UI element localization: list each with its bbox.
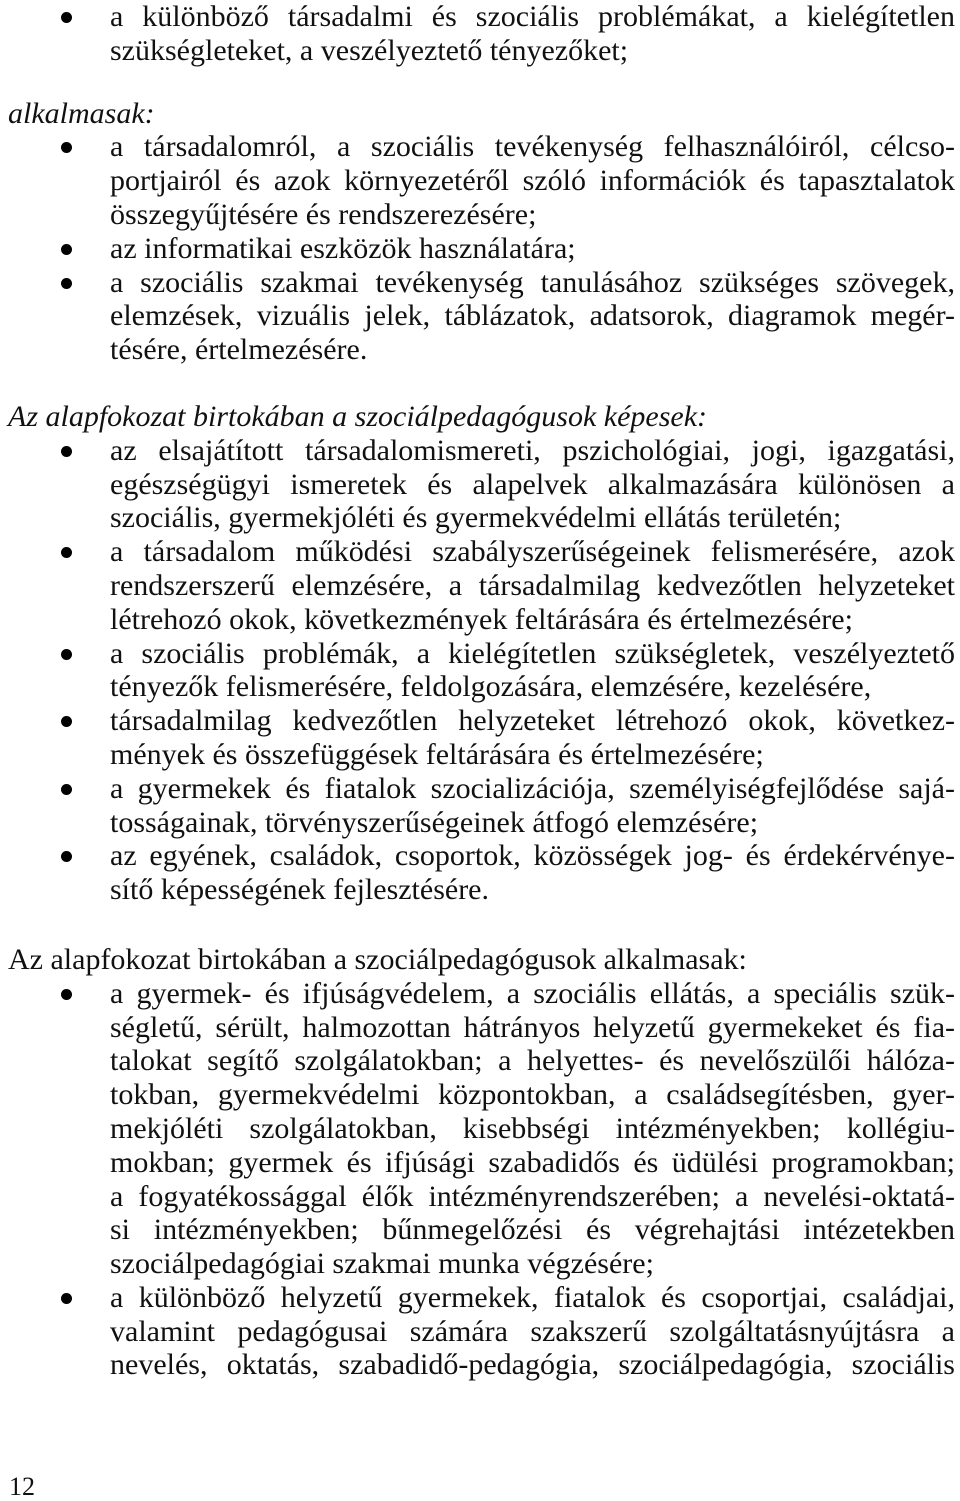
list-item-line: a szociális problémák, a kielégítetlen szükségletek, veszélyeztető <box>110 636 955 670</box>
section-heading: Az alapfokozat birtokában a szociálpedagógusok képesek: <box>8 399 708 433</box>
list-item-line: egészségügyi ismeretek és alapelvek alkalmazására különösen a <box>110 467 955 501</box>
list-item <box>110 0 955 68</box>
bullet-icon <box>61 547 72 558</box>
list-item-line: az elsajátított társadalomismereti, pszichológiai, jogi, igazgatási, <box>110 433 955 467</box>
list-item-line: a szociális szakmai tevékenység tanulásához szükséges szövegek, <box>110 265 955 299</box>
list-item-line: tokban, gyermekvédelmi központokban, a családsegítésben, gyer- <box>110 1078 955 1112</box>
list-item <box>110 266 955 367</box>
list-item-line: a különböző helyzetű gyermekek, fiatalok és csoportjai, családjai, <box>110 1280 955 1314</box>
list-item-line: talokat segítő szolgálatokban; a helyettes- és nevelőszülői hálóza- <box>110 1044 955 1078</box>
continued-list <box>110 0 955 68</box>
bullet-icon <box>61 1293 72 1304</box>
list-item-line: az egyének, családok, csoportok, közösségek jog- és érdekérvénye- <box>110 839 955 873</box>
list-item <box>110 130 955 231</box>
bullet-icon <box>61 278 72 289</box>
list-item <box>110 977 955 1281</box>
section-heading: Az alapfokozat birtokában a szociálpedagógusok alkalmasak: <box>8 942 747 976</box>
list-item-line: társadalmilag kedvezőtlen helyzeteket létrehozó okok, következ- <box>110 704 955 738</box>
bullet-icon <box>61 784 72 795</box>
section-alkalmasak-2 <box>8 942 955 1382</box>
list-item <box>110 434 955 535</box>
list-item <box>110 839 955 907</box>
bullet-icon <box>61 142 72 153</box>
list-item-line: mekjóléti szolgálatokban, kisebbségi intézményekben; kollégiu- <box>110 1111 955 1145</box>
list-item-line: összegyűjtésére és rendszerezésére; <box>110 197 537 231</box>
list-item-line: valamint pedagógusai számára szakszerű szolgáltatásnyújtásra a <box>110 1314 955 1348</box>
list-item-line: mokban; gyermek és ifjúsági szabadidős és üdülési programokban; <box>110 1145 955 1179</box>
list-item-line: a gyermek- és ifjúságvédelem, a szociális ellátás, a speciális szük- <box>110 976 955 1010</box>
bullet-icon <box>61 716 72 727</box>
section-heading: alkalmasak: <box>8 96 155 130</box>
bullet-icon <box>61 12 72 23</box>
list-item-line: mények és összefüggések feltárására és értelmezésére; <box>110 737 764 771</box>
list-item-line: ségletű, sérült, halmozottan hátrányos helyzetű gyermekeket és fia- <box>110 1010 955 1044</box>
list-item <box>110 535 955 636</box>
list-item-line: nevelés, oktatás, szabadidő-pedagógia, szociálpedagógia, szociális <box>110 1348 955 1382</box>
page-number: 12 <box>9 1472 35 1501</box>
list-item-line: szociális, gyermekjóléti és gyermekvédelmi ellátás területén; <box>110 501 842 535</box>
list-item-line: a fogyatékossággal élők intézményrendszerében; a nevelési-oktatá- <box>110 1179 955 1213</box>
text-column <box>8 0 955 1382</box>
list-item <box>110 704 955 772</box>
list-item-line: rendszerszerű elemzésére, a társadalmilag kedvezőtlen helyzeteket <box>110 568 955 602</box>
list-item-line: tényezők felismerésére, feldolgozására, elemzésére, kezelésére, <box>110 670 872 704</box>
list-item-line: a társadalomról, a szociális tevékenység felhasználóiról, célcso- <box>110 130 955 164</box>
list-item <box>110 1281 955 1382</box>
list-item-line: elemzések, vizuális jelek, táblázatok, adatsorok, diagramok megér- <box>110 299 955 333</box>
list-item-line: szükségleteket, a veszélyeztető tényezőket; <box>110 33 629 67</box>
list-item <box>110 772 955 840</box>
list-item-line: tésére, értelmezésére. <box>110 333 368 367</box>
bullet-icon <box>61 244 72 255</box>
bullet-icon <box>61 649 72 660</box>
list-item-line: si intézményekben; bűnmegelőzési és végrehajtási intézetekben <box>110 1213 955 1247</box>
list-item-line: a gyermekek és fiatalok szocializációja, személyiségfejlődése sajá- <box>110 771 955 805</box>
bullet-icon <box>61 851 72 862</box>
list-item-line: szociálpedagógiai szakmai munka végzésére; <box>110 1247 654 1281</box>
list-item <box>110 637 955 705</box>
list-item-line: a különböző társadalmi és szociális problémákat, a kielégítetlen <box>110 0 955 33</box>
section-alkalmasak <box>8 96 955 367</box>
bullet-icon <box>61 446 72 457</box>
list-item-line: a társadalom működési szabályszerűségeinek felismerésére, azok <box>110 535 955 569</box>
bullet-icon <box>61 989 72 1000</box>
list-item-line: portjairól és azok környezetéről szóló információk és tapasztalatok <box>110 164 955 198</box>
list-item-line: sítő képességének fejlesztésére. <box>110 873 489 907</box>
list-item <box>110 232 955 266</box>
list-item-line: tosságainak, törvényszerűségeinek átfogó elemzésére; <box>110 805 759 839</box>
list-item-line: az informatikai eszközök használatára; <box>110 231 576 265</box>
list-item-line: létrehozó okok, következmények feltárására és értelmezésére; <box>110 602 853 636</box>
section-kepesek <box>8 399 955 907</box>
